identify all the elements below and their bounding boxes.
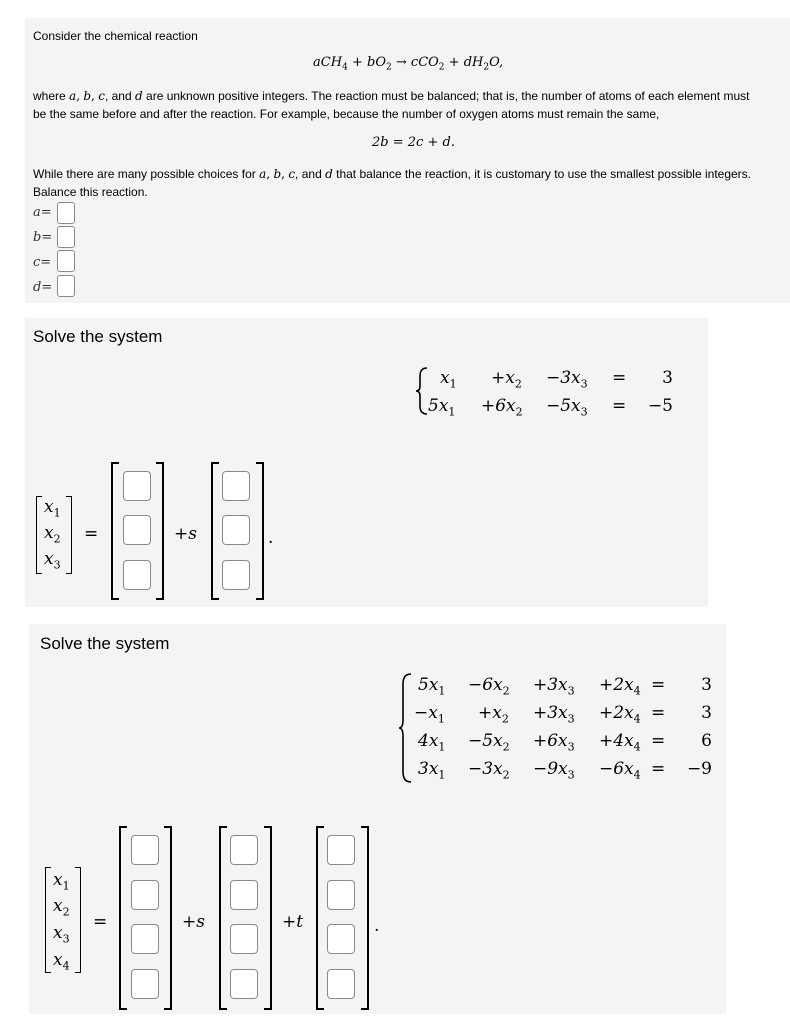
problem-3-title: Solve the system (40, 634, 170, 653)
lhs-var-x2: $x_2$ (44, 523, 61, 546)
rhs: 6 (701, 731, 712, 751)
h2o-sub: 2 (483, 62, 490, 73)
term (533, 675, 575, 697)
subscript: 3 (567, 740, 575, 754)
subscript: 2 (501, 712, 509, 726)
term-x1: x (440, 368, 450, 388)
term-x3: −5x (546, 396, 581, 416)
comma: , (281, 167, 285, 181)
term (481, 396, 523, 418)
term (491, 368, 522, 390)
var-b: b (33, 230, 42, 245)
paragraph-2 (33, 165, 751, 183)
period: . (268, 528, 274, 548)
vector-equals: = (84, 524, 99, 544)
term (478, 703, 509, 725)
term (418, 731, 445, 753)
term-x1: 5x (418, 675, 439, 695)
answer-input-b[interactable] (57, 226, 75, 248)
plus-1: + (351, 55, 363, 70)
lhs-vector-bracket-right (66, 496, 72, 574)
particular-vector-bracket-right (156, 462, 164, 600)
subscript: 2 (502, 768, 510, 782)
term (533, 703, 575, 725)
h2o-o: O, (489, 55, 504, 70)
coef-b: b (366, 55, 376, 70)
co2-sub: 2 (438, 62, 445, 73)
lhs-var-x3: $x_3$ (53, 923, 70, 946)
para1-pre: where (33, 89, 66, 103)
term-x2: +x (491, 368, 515, 388)
lhs-vector-bracket-right (75, 867, 81, 973)
t-direction-input-4[interactable] (327, 969, 355, 999)
lhs-var-x1: $x_1$ (53, 870, 70, 893)
var-a: a (33, 205, 41, 220)
plus-2: + (448, 55, 460, 70)
lhs-var-x1: $x_1$ (44, 497, 61, 520)
system-3-row-2 (0, 703, 790, 725)
term (546, 368, 588, 390)
answer-input-a[interactable] (57, 202, 75, 224)
plus-s-label: +s (182, 912, 205, 932)
equals: = (612, 396, 627, 416)
subscript: 4 (633, 768, 641, 782)
answer-label-a (33, 205, 52, 220)
term-x2: −6x (468, 675, 503, 695)
s-direction-vector-bracket-right (264, 826, 272, 1010)
subscript: 2 (514, 377, 522, 391)
inline-var-a: a (69, 89, 77, 103)
s-direction-input-1[interactable] (230, 835, 258, 865)
subscript: 2 (502, 740, 510, 754)
subscript: 1 (438, 740, 446, 754)
plus-s-label: +s (174, 524, 197, 544)
s-direction-input-2[interactable] (230, 880, 258, 910)
t-direction-input-3[interactable] (327, 924, 355, 954)
co2: CO (418, 55, 439, 70)
term-x2: −3x (468, 759, 503, 779)
particular-vector-bracket-left (119, 826, 127, 1010)
lhs-var-x2: $x_2$ (53, 896, 70, 919)
t-direction-input-2[interactable] (327, 880, 355, 910)
oxygen-equation (372, 135, 455, 150)
term (440, 368, 457, 390)
ch4: CH (320, 55, 343, 70)
term-x3: +3x (533, 675, 568, 695)
coef-c: c (410, 55, 419, 70)
eq-rhs2: d. (442, 135, 455, 150)
subscript: 3 (567, 712, 575, 726)
eq-plus: + (427, 135, 439, 150)
term (599, 731, 641, 753)
arrow: → (395, 55, 407, 70)
term (599, 759, 641, 781)
equals: = (41, 230, 53, 245)
rhs: −5 (647, 396, 673, 416)
var-c: c (33, 255, 41, 270)
problem-1-intro: Consider the chemical reaction (33, 29, 198, 43)
subscript: 3 (567, 684, 575, 698)
term (599, 703, 641, 725)
para2-post: that balance the reaction, it is customary to use the smallest possible integers. (336, 167, 752, 181)
paragraph-2-line-2: Balance this reaction. (33, 185, 148, 199)
subscript: 1 (448, 405, 456, 419)
term (428, 396, 455, 418)
system-2-row-1 (0, 368, 790, 390)
term-x3: +3x (533, 703, 568, 723)
h2o-h: H (472, 55, 484, 70)
answer-input-d[interactable] (57, 275, 75, 297)
equals: = (612, 368, 627, 388)
term (418, 675, 445, 697)
term-x3: −3x (546, 368, 581, 388)
comma: , (91, 89, 95, 103)
reaction-equation (313, 55, 503, 73)
eq-sign: = (392, 135, 404, 150)
term-x4: −6x (599, 759, 634, 779)
system-3-row-3 (0, 731, 790, 753)
eq-lhs: 2b (372, 135, 389, 150)
equals: = (651, 759, 666, 779)
particular-input-3[interactable] (123, 560, 151, 590)
particular-vector-bracket-left (111, 462, 119, 600)
answer-label-d (33, 280, 52, 295)
inline-var-a: a (259, 167, 267, 181)
comma: , (266, 167, 271, 181)
t-direction-input-1[interactable] (327, 835, 355, 865)
term-x3: +6x (533, 731, 568, 751)
term (533, 731, 575, 753)
lhs-vector-bracket-left (36, 496, 42, 574)
direction-input-2[interactable] (222, 515, 250, 545)
lhs-vector-bracket-left (45, 867, 51, 973)
term (599, 675, 641, 697)
ch4-sub: 4 (342, 62, 348, 73)
subscript: 1 (438, 684, 446, 698)
subscript: 3 (580, 377, 588, 391)
term-x1: 5x (428, 396, 449, 416)
coef-d: d (463, 55, 473, 70)
rhs: −9 (686, 759, 712, 779)
t-direction-vector-bracket-left (316, 826, 324, 1010)
term-x2: +6x (481, 396, 516, 416)
particular-input-3[interactable] (131, 924, 159, 954)
para1-post: are unknown positive integers. The reaction must be balanced; that is, the number of atoms of each element must (146, 89, 750, 103)
inline-var-c: c (288, 167, 296, 181)
plus-t-label: +t (282, 912, 304, 932)
and-text: , and (295, 167, 322, 181)
equals: = (651, 731, 666, 751)
term-x1: 4x (418, 731, 439, 751)
term (414, 703, 445, 725)
term (546, 396, 588, 418)
equals: = (40, 205, 52, 220)
s-direction-input-4[interactable] (230, 969, 258, 999)
subscript: 2 (502, 684, 510, 698)
term (533, 759, 575, 781)
inline-var-b: b (273, 167, 282, 181)
inline-var-d: d (135, 89, 143, 103)
equals: = (40, 255, 52, 270)
s-direction-input-3[interactable] (230, 924, 258, 954)
lhs-var-x3: $x_3$ (44, 549, 61, 572)
term-x1: 3x (418, 759, 439, 779)
t-direction-vector-bracket-right (361, 826, 369, 1010)
term-x3: −9x (533, 759, 568, 779)
subscript: 1 (438, 768, 446, 782)
rhs: 3 (701, 675, 712, 695)
vector-equals: = (93, 912, 108, 932)
term (468, 675, 510, 697)
direction-input-3[interactable] (222, 560, 250, 590)
inline-var-d: d (325, 167, 333, 181)
o2: O (375, 55, 386, 70)
answer-input-c[interactable] (57, 250, 75, 272)
comma: , (76, 89, 81, 103)
subscript: 1 (437, 712, 445, 726)
subscript: 2 (515, 405, 523, 419)
term-x4: +4x (599, 731, 634, 751)
term (468, 731, 510, 753)
period: . (374, 916, 380, 936)
term (418, 759, 445, 781)
particular-input-2[interactable] (123, 515, 151, 545)
particular-input-1[interactable] (123, 471, 151, 501)
subscript: 4 (633, 684, 641, 698)
subscript: 4 (633, 712, 641, 726)
direction-vector-bracket-left (211, 462, 219, 600)
answer-label-b (33, 230, 52, 245)
answer-label-c (33, 255, 51, 270)
coef-a: a (313, 55, 321, 70)
term-x4: +2x (599, 703, 634, 723)
rhs: 3 (701, 703, 712, 723)
equals: = (651, 675, 666, 695)
direction-vector-bracket-right (256, 462, 264, 600)
equals: = (651, 703, 666, 723)
and-text: , and (104, 89, 132, 103)
particular-input-4[interactable] (131, 969, 159, 999)
eq-rhs1: 2c (407, 135, 424, 150)
rhs: 3 (662, 368, 673, 388)
system-2-row-2 (0, 396, 790, 418)
paragraph-1-line-2: be the same before and after the reaction. For example, because the number of oxygen atoms must remain the same, (33, 107, 660, 121)
system-3-row-1 (0, 675, 790, 697)
subscript: 1 (449, 377, 457, 391)
system-3-row-4 (0, 759, 790, 781)
equals: = (41, 280, 53, 295)
var-d: d (33, 280, 42, 295)
term-x2: +x (478, 703, 502, 723)
para2-pre: While there are many possible choices for (33, 167, 256, 181)
subscript: 3 (567, 768, 575, 782)
inline-var-c: c (98, 89, 105, 103)
o2-sub: 2 (385, 62, 392, 73)
s-direction-vector-bracket-left (219, 826, 227, 1010)
term (468, 759, 510, 781)
particular-vector-bracket-right (164, 826, 172, 1010)
problem-2-title: Solve the system (33, 327, 163, 346)
subscript: 3 (580, 405, 588, 419)
lhs-var-x4: $x_4$ (53, 950, 70, 973)
particular-input-1[interactable] (131, 835, 159, 865)
inline-var-b: b (83, 89, 92, 103)
direction-input-1[interactable] (222, 471, 250, 501)
term-x4: +2x (599, 675, 634, 695)
paragraph-1 (33, 87, 749, 105)
term-x1: −x (414, 703, 438, 723)
subscript: 4 (633, 740, 641, 754)
particular-input-2[interactable] (131, 880, 159, 910)
term-x2: −5x (468, 731, 503, 751)
